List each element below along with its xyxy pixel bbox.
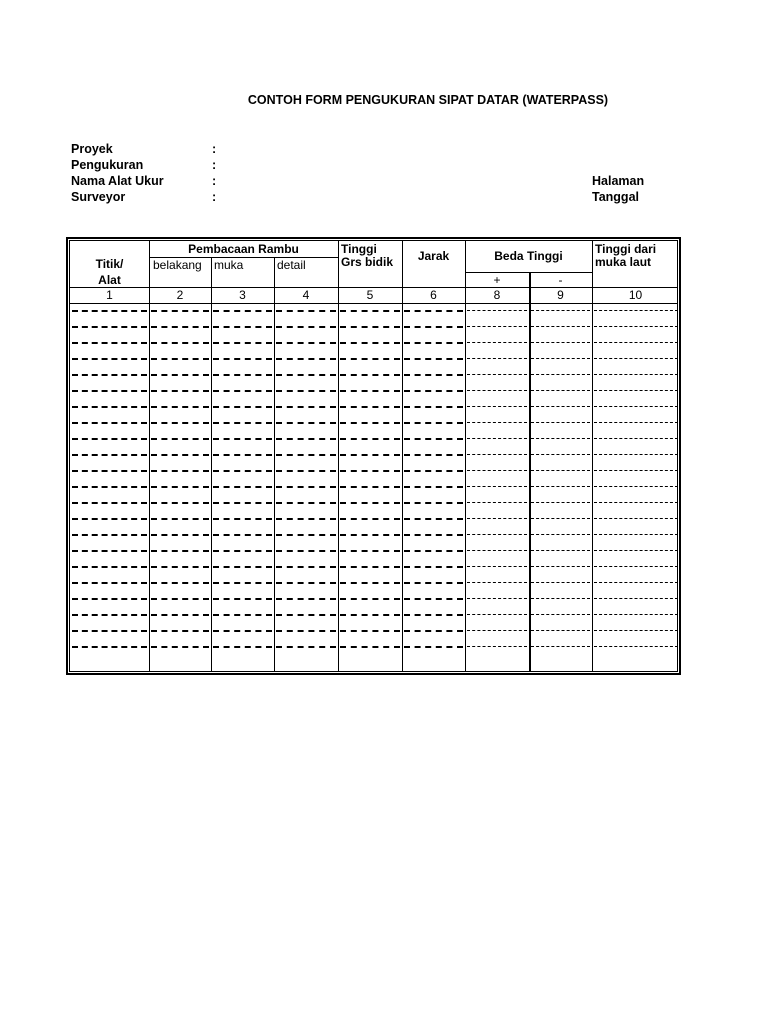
table-row-line bbox=[594, 630, 678, 631]
table-row-line bbox=[531, 566, 590, 567]
table-row-line bbox=[531, 342, 590, 343]
table-row-line bbox=[151, 502, 209, 504]
table-row-line bbox=[594, 406, 678, 407]
table-row-line bbox=[404, 374, 463, 376]
table-row-line bbox=[72, 550, 147, 552]
label-tanggal: Tanggal bbox=[592, 190, 639, 204]
header-belakang: belakang bbox=[153, 258, 202, 272]
table-row-line bbox=[213, 646, 272, 648]
header-detail: detail bbox=[277, 258, 306, 272]
table-row-line bbox=[72, 534, 147, 536]
table-row-line bbox=[213, 374, 272, 376]
table-row-line bbox=[467, 646, 527, 647]
table-row-line bbox=[276, 614, 336, 616]
table-row-line bbox=[72, 598, 147, 600]
table-row-line bbox=[72, 470, 147, 472]
colon: : bbox=[212, 158, 217, 172]
table-row-line bbox=[531, 518, 590, 519]
col-number: 10 bbox=[628, 288, 643, 302]
table-row-line bbox=[276, 630, 336, 632]
form-title: CONTOH FORM PENGUKURAN SIPAT DATAR (WATERPASS) bbox=[247, 93, 609, 107]
table-row-line bbox=[340, 390, 400, 392]
table-row-line bbox=[467, 486, 527, 487]
table-row-line bbox=[72, 486, 147, 488]
table-row-line bbox=[151, 406, 209, 408]
table-row-line bbox=[531, 502, 590, 503]
table-row-line bbox=[594, 374, 678, 375]
table-row-line bbox=[404, 326, 463, 328]
table-row-line bbox=[467, 438, 527, 439]
table-row-line bbox=[340, 406, 400, 408]
header-beda-tinggi: Beda Tinggi bbox=[494, 249, 563, 263]
table-row-line bbox=[72, 630, 147, 632]
table-row-line bbox=[467, 422, 527, 423]
table-row-line bbox=[594, 550, 678, 551]
table-row-line bbox=[213, 566, 272, 568]
table-row-line bbox=[151, 630, 209, 632]
table-row-line bbox=[594, 614, 678, 615]
table-row-line bbox=[531, 390, 590, 391]
table-row-line bbox=[531, 534, 590, 535]
table-row-line bbox=[594, 310, 678, 311]
table-row-line bbox=[404, 486, 463, 488]
table-row-line bbox=[151, 422, 209, 424]
table-row-line bbox=[340, 598, 400, 600]
col-number: 4 bbox=[302, 288, 310, 302]
table-row-line bbox=[340, 630, 400, 632]
table-row-line bbox=[151, 438, 209, 440]
table-row-line bbox=[276, 486, 336, 488]
table-row-line bbox=[276, 342, 336, 344]
table-row-line bbox=[72, 582, 147, 584]
table-row-line bbox=[340, 470, 400, 472]
table-row-line bbox=[72, 454, 147, 456]
table-row-line bbox=[594, 342, 678, 343]
table-row-line bbox=[594, 646, 678, 647]
table-row-line bbox=[72, 374, 147, 376]
measurement-table bbox=[66, 237, 681, 675]
col-divider bbox=[338, 241, 339, 671]
table-row-line bbox=[531, 422, 590, 423]
table-row-line bbox=[467, 310, 527, 311]
table-row-line bbox=[151, 614, 209, 616]
header-pembacaan-rambu: Pembacaan Rambu bbox=[188, 242, 299, 256]
table-row-line bbox=[151, 598, 209, 600]
table-row-line bbox=[531, 454, 590, 455]
table-row-line bbox=[404, 438, 463, 440]
header-titik-alat: Titik/ Alat bbox=[95, 257, 124, 287]
table-row-line bbox=[276, 598, 336, 600]
table-row-line bbox=[340, 310, 400, 312]
table-row-line bbox=[531, 310, 590, 311]
table-row-line bbox=[213, 582, 272, 584]
table-row-line bbox=[72, 342, 147, 344]
table-row-line bbox=[340, 566, 400, 568]
table-row-line bbox=[72, 390, 147, 392]
col-number: 5 bbox=[366, 288, 374, 302]
header-jarak: Jarak bbox=[417, 249, 450, 263]
table-row-line bbox=[404, 454, 463, 456]
table-row-line bbox=[72, 358, 147, 360]
table-row-line bbox=[467, 342, 527, 343]
table-inner-frame bbox=[69, 240, 678, 672]
table-row-line bbox=[213, 502, 272, 504]
table-row-line bbox=[213, 326, 272, 328]
table-row-line bbox=[467, 566, 527, 567]
table-row-line bbox=[213, 470, 272, 472]
table-row-line bbox=[213, 550, 272, 552]
table-row-line bbox=[340, 358, 400, 360]
label-surveyor: Surveyor bbox=[71, 190, 126, 204]
table-row-line bbox=[276, 326, 336, 328]
table-row-line bbox=[276, 534, 336, 536]
table-row-line bbox=[72, 326, 147, 328]
colon: : bbox=[212, 142, 217, 156]
table-row-line bbox=[404, 390, 463, 392]
table-row-line bbox=[213, 630, 272, 632]
table-row-line bbox=[276, 422, 336, 424]
table-row-line bbox=[531, 630, 590, 631]
table-row-line bbox=[404, 630, 463, 632]
table-row-line bbox=[151, 358, 209, 360]
col-number: 6 bbox=[430, 288, 437, 302]
table-row-line bbox=[151, 390, 209, 392]
col-number: 9 bbox=[557, 288, 564, 302]
table-row-line bbox=[276, 646, 336, 648]
colon: : bbox=[212, 190, 217, 204]
col-divider bbox=[592, 241, 593, 671]
table-row-line bbox=[404, 534, 463, 536]
table-row-line bbox=[467, 630, 527, 631]
table-row-line bbox=[594, 582, 678, 583]
table-row-line bbox=[467, 534, 527, 535]
table-row-line bbox=[531, 550, 590, 551]
table-row-line bbox=[72, 614, 147, 616]
table-row-line bbox=[404, 566, 463, 568]
table-row-line bbox=[276, 582, 336, 584]
table-row-line bbox=[151, 310, 209, 312]
colon: : bbox=[212, 174, 217, 188]
label-proyek: Proyek bbox=[71, 142, 113, 156]
table-row-line bbox=[213, 406, 272, 408]
table-row-line bbox=[151, 470, 209, 472]
table-row-line bbox=[531, 582, 590, 583]
table-row-line bbox=[467, 470, 527, 471]
header-line bbox=[70, 287, 677, 288]
table-row-line bbox=[340, 646, 400, 648]
table-row-line bbox=[151, 518, 209, 520]
table-row-line bbox=[340, 326, 400, 328]
table-row-line bbox=[467, 518, 527, 519]
table-row-line bbox=[467, 454, 527, 455]
table-row-line bbox=[340, 422, 400, 424]
table-row-line bbox=[151, 582, 209, 584]
header-muka: muka bbox=[214, 258, 244, 272]
table-row-line bbox=[594, 518, 678, 519]
col-divider bbox=[529, 272, 531, 671]
table-row-line bbox=[72, 438, 147, 440]
table-row-line bbox=[594, 390, 678, 391]
table-row-line bbox=[404, 358, 463, 360]
table-row-line bbox=[467, 598, 527, 599]
table-row-line bbox=[276, 550, 336, 552]
col-number: 8 bbox=[493, 288, 501, 302]
table-row-line bbox=[151, 342, 209, 344]
table-row-line bbox=[340, 502, 400, 504]
table-row-line bbox=[340, 342, 400, 344]
table-row-line bbox=[404, 582, 463, 584]
label-halaman: Halaman bbox=[592, 174, 645, 188]
table-row-line bbox=[213, 486, 272, 488]
header-minus: - bbox=[558, 273, 563, 287]
table-row-line bbox=[213, 390, 272, 392]
table-row-line bbox=[531, 598, 590, 599]
table-row-line bbox=[467, 358, 527, 359]
table-row-line bbox=[531, 614, 590, 615]
table-row-line bbox=[467, 374, 527, 375]
table-row-line bbox=[213, 518, 272, 520]
table-row-line bbox=[340, 614, 400, 616]
table-row-line bbox=[594, 438, 678, 439]
table-row-line bbox=[213, 358, 272, 360]
table-row-line bbox=[276, 390, 336, 392]
info-right-labels bbox=[592, 173, 644, 205]
label-nama-alat-ukur: Nama Alat Ukur bbox=[71, 174, 164, 188]
table-row-line bbox=[467, 326, 527, 327]
table-row-line bbox=[404, 646, 463, 648]
table-row-line bbox=[467, 390, 527, 391]
table-row-line bbox=[340, 550, 400, 552]
table-row-line bbox=[276, 358, 336, 360]
table-row-line bbox=[151, 566, 209, 568]
table-row-line bbox=[276, 502, 336, 504]
header-line bbox=[70, 303, 677, 304]
table-row-line bbox=[467, 550, 527, 551]
table-row-line bbox=[594, 486, 678, 487]
col-divider bbox=[402, 241, 403, 671]
col-number: 2 bbox=[176, 288, 184, 302]
table-row-line bbox=[594, 534, 678, 535]
table-row-line bbox=[151, 454, 209, 456]
table-row-line bbox=[276, 454, 336, 456]
table-row-line bbox=[340, 454, 400, 456]
table-row-line bbox=[151, 534, 209, 536]
table-row-line bbox=[531, 438, 590, 439]
table-row-line bbox=[467, 502, 527, 503]
table-row-line bbox=[340, 534, 400, 536]
table-row-line bbox=[531, 374, 590, 375]
table-row-line bbox=[276, 566, 336, 568]
table-row-line bbox=[404, 614, 463, 616]
table-row-line bbox=[340, 486, 400, 488]
table-row-line bbox=[594, 326, 678, 327]
table-row-line bbox=[531, 470, 590, 471]
table-row-line bbox=[72, 518, 147, 520]
table-row-line bbox=[531, 486, 590, 487]
info-labels bbox=[71, 141, 164, 205]
table-row-line bbox=[213, 534, 272, 536]
table-row-line bbox=[72, 502, 147, 504]
table-row-line bbox=[467, 406, 527, 407]
header-tinggi-muka-laut: Tinggi dari muka laut bbox=[595, 242, 657, 269]
table-row-line bbox=[531, 358, 590, 359]
header-tinggi-grs-bidik: Tinggi Grs bidik bbox=[341, 242, 394, 269]
table-row-line bbox=[213, 422, 272, 424]
table-row-line bbox=[213, 454, 272, 456]
table-row-line bbox=[276, 470, 336, 472]
table-row-line bbox=[531, 406, 590, 407]
col-number: 3 bbox=[239, 288, 246, 302]
table-row-line bbox=[213, 438, 272, 440]
table-row-line bbox=[594, 470, 678, 471]
col-divider bbox=[465, 241, 466, 671]
table-row-line bbox=[594, 598, 678, 599]
table-row-line bbox=[531, 646, 590, 647]
col-number: 1 bbox=[106, 288, 113, 302]
header-line bbox=[465, 272, 592, 273]
table-row-line bbox=[72, 310, 147, 312]
table-row-line bbox=[213, 598, 272, 600]
table-row-line bbox=[404, 518, 463, 520]
table-row-line bbox=[404, 310, 463, 312]
table-row-line bbox=[340, 374, 400, 376]
table-row-line bbox=[276, 406, 336, 408]
table-row-line bbox=[531, 326, 590, 327]
info-colons bbox=[212, 141, 216, 205]
col-divider bbox=[274, 258, 275, 671]
table-row-line bbox=[72, 406, 147, 408]
table-row-line bbox=[404, 422, 463, 424]
table-row-line bbox=[404, 502, 463, 504]
table-row-line bbox=[151, 550, 209, 552]
table-row-line bbox=[467, 582, 527, 583]
table-row-line bbox=[404, 550, 463, 552]
table-row-line bbox=[72, 422, 147, 424]
table-row-line bbox=[594, 502, 678, 503]
table-row-line bbox=[151, 374, 209, 376]
table-row-line bbox=[594, 358, 678, 359]
table-row-line bbox=[72, 566, 147, 568]
table-row-line bbox=[213, 310, 272, 312]
table-row-line bbox=[72, 646, 147, 648]
table-row-line bbox=[594, 422, 678, 423]
table-row-line bbox=[276, 310, 336, 312]
table-row-line bbox=[340, 518, 400, 520]
table-row-line bbox=[594, 454, 678, 455]
table-row-line bbox=[340, 582, 400, 584]
table-row-line bbox=[467, 614, 527, 615]
table-row-line bbox=[213, 342, 272, 344]
table-row-line bbox=[404, 406, 463, 408]
table-row-line bbox=[151, 326, 209, 328]
table-row-line bbox=[404, 598, 463, 600]
table-row-line bbox=[213, 614, 272, 616]
table-row-line bbox=[340, 438, 400, 440]
label-pengukuran: Pengukuran bbox=[71, 158, 144, 172]
table-row-line bbox=[151, 486, 209, 488]
table-row-line bbox=[276, 374, 336, 376]
col-divider bbox=[149, 241, 150, 671]
col-divider bbox=[211, 258, 212, 671]
table-row-line bbox=[404, 342, 463, 344]
table-row-line bbox=[276, 518, 336, 520]
table-row-line bbox=[151, 646, 209, 648]
table-row-line bbox=[594, 566, 678, 567]
header-plus: + bbox=[493, 273, 501, 287]
table-row-line bbox=[404, 470, 463, 472]
table-row-line bbox=[276, 438, 336, 440]
